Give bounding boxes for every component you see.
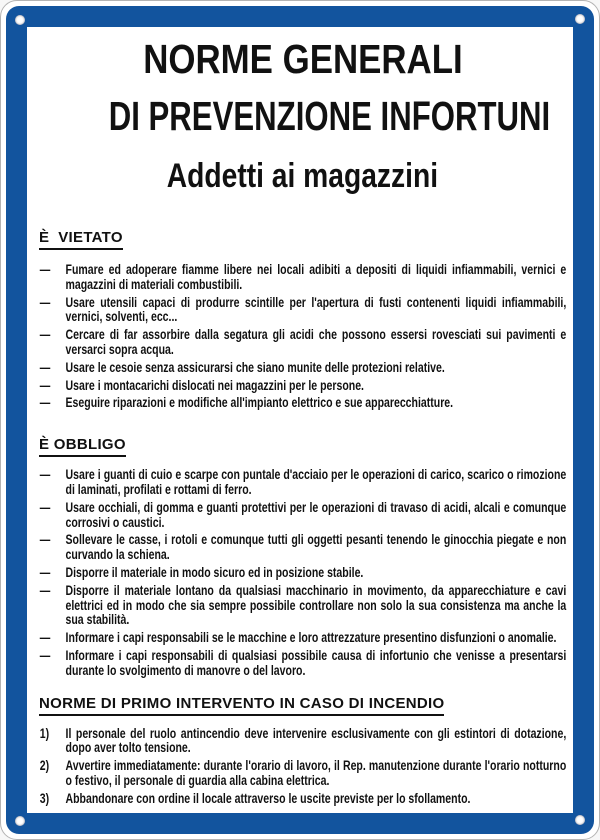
- fire-procedure-list: [39, 727, 566, 807]
- list-item: [39, 584, 566, 628]
- list-item: [39, 501, 566, 531]
- item-marker: —: [39, 359, 51, 375]
- item-text: Usare i montacarichi dislocati nei magazzini per le persone.: [65, 377, 364, 393]
- sign-title-line1: NORME GENERALI: [142, 36, 463, 82]
- list-item: [39, 631, 566, 646]
- item-text: Disporre il materiale in modo sicuro ed in posizione stabile.: [65, 564, 364, 580]
- item-marker: —: [39, 630, 51, 646]
- mounting-hole-bottom-right-icon: [575, 815, 585, 825]
- item-text: Disporre il materiale lontano da qualsiasi macchinario in movimento, da apparecchiature e cavi elettrici ed in modo che sia sempre possibile controllare non solo la sua consistenza ma anche la sua stabilità.: [65, 582, 567, 628]
- item-marker: —: [39, 647, 51, 663]
- item-marker: —: [39, 532, 51, 548]
- item-marker: —: [39, 377, 51, 393]
- sign-content: [39, 27, 566, 815]
- sign-title-line2: DI PREVENZIONE INFORTUNI: [108, 93, 551, 139]
- item-marker: 3): [39, 790, 50, 806]
- item-text: Il personale del ruolo antincendio deve intervenire esclusivamente con gli estintori di dotazione, dopo aver tolto tensione.: [65, 725, 567, 756]
- list-item: [39, 361, 566, 376]
- section-incendio-heading: NORME DI PRIMO INTERVENTO IN CASO DI INCENDIO: [39, 694, 566, 716]
- section-incendio: [39, 694, 566, 807]
- item-marker: —: [39, 395, 51, 411]
- item-text: Fumare ed adoperare fiamme libere nei locali adibiti a depositi di liquidi infiammabili, vernici e magazzini di materiali combustibili.: [65, 262, 567, 292]
- item-marker: 2): [39, 758, 50, 774]
- sign-subtitle: Addetti ai magazzini: [166, 157, 439, 195]
- list-item: [39, 396, 566, 411]
- obligation-list: [39, 468, 566, 678]
- list-item: [39, 727, 566, 757]
- item-text: Informare i capi responsabili di qualsiasi possibile causa di infortunio che venisse a presentarsi durante lo svolgimento di manovre o del lavoro.: [65, 647, 567, 678]
- mounting-hole-top-right-icon: [575, 14, 585, 24]
- item-marker: —: [39, 582, 51, 598]
- list-item: [39, 533, 566, 563]
- item-marker: —: [39, 467, 51, 483]
- item-text: Informare i capi responsabili se le macchine e loro attrezzature presentino disfunzioni o anomalie.: [65, 630, 557, 646]
- list-item: [39, 468, 566, 498]
- prohibition-list: [39, 263, 566, 411]
- mounting-hole-bottom-left-icon: [15, 816, 25, 826]
- section-obbligo-heading: È OBBLIGO: [39, 435, 566, 457]
- item-text: Sollevare le casse, i rotoli e comunque tutti gli oggetti pesanti tenendo le ginocchia piegate e non curvando la schiena.: [65, 532, 567, 563]
- mounting-hole-top-left-icon: [15, 15, 25, 25]
- item-text: Usare le cesoie senza assicurarsi che siano munite delle protezioni relative.: [65, 359, 445, 375]
- list-item: [39, 566, 566, 581]
- item-text: Cercare di far assorbire dalla segatura gli acidi che possono essersi rovesciati sui pavimenti e versarci sopra acqua.: [65, 327, 567, 357]
- section-obbligo: [39, 435, 566, 678]
- item-text: Usare i guanti di cuio e scarpe con puntale d'acciaio per le operazioni di carico, scarico o rimozione di laminati, profilati e rottami di ferro.: [65, 467, 567, 497]
- list-item: [39, 379, 566, 394]
- item-text: Abbandonare con ordine il locale attraverso le uscite previste per lo sfollamento.: [65, 790, 471, 806]
- item-text: Eseguire riparazioni e modifiche all'impianto elettrico e sue apparecchiatture.: [65, 395, 454, 411]
- list-item: [39, 759, 566, 789]
- item-marker: —: [39, 327, 51, 343]
- item-text: Avvertire immediatamente: durante l'orario di lavoro, il Rep. manutenzione durante l'orario notturno o festivo, il personale di guardia alla cabina elettrica.: [65, 758, 567, 788]
- item-text: Usare occhiali, di gomma e guanti protettivi per le operazioni di travaso di acidi, alcali e comunque corrosivi o caustici.: [65, 499, 567, 530]
- list-item: [39, 296, 566, 326]
- list-item: [39, 792, 566, 807]
- section-vietato-heading: È VIETATO: [39, 228, 566, 250]
- item-marker: —: [39, 294, 51, 310]
- item-text: Usare utensili capaci di produrre scintille per l'apertura di fusti contenenti liquidi infiammabili, vernici, solventi, ecc...: [65, 294, 567, 325]
- list-item: [39, 263, 566, 293]
- item-marker: —: [39, 564, 51, 580]
- item-marker: 1): [39, 725, 50, 741]
- section-vietato: [39, 228, 566, 411]
- item-marker: —: [39, 499, 51, 515]
- list-item: [39, 649, 566, 679]
- list-item: [39, 328, 566, 358]
- item-marker: —: [39, 262, 51, 277]
